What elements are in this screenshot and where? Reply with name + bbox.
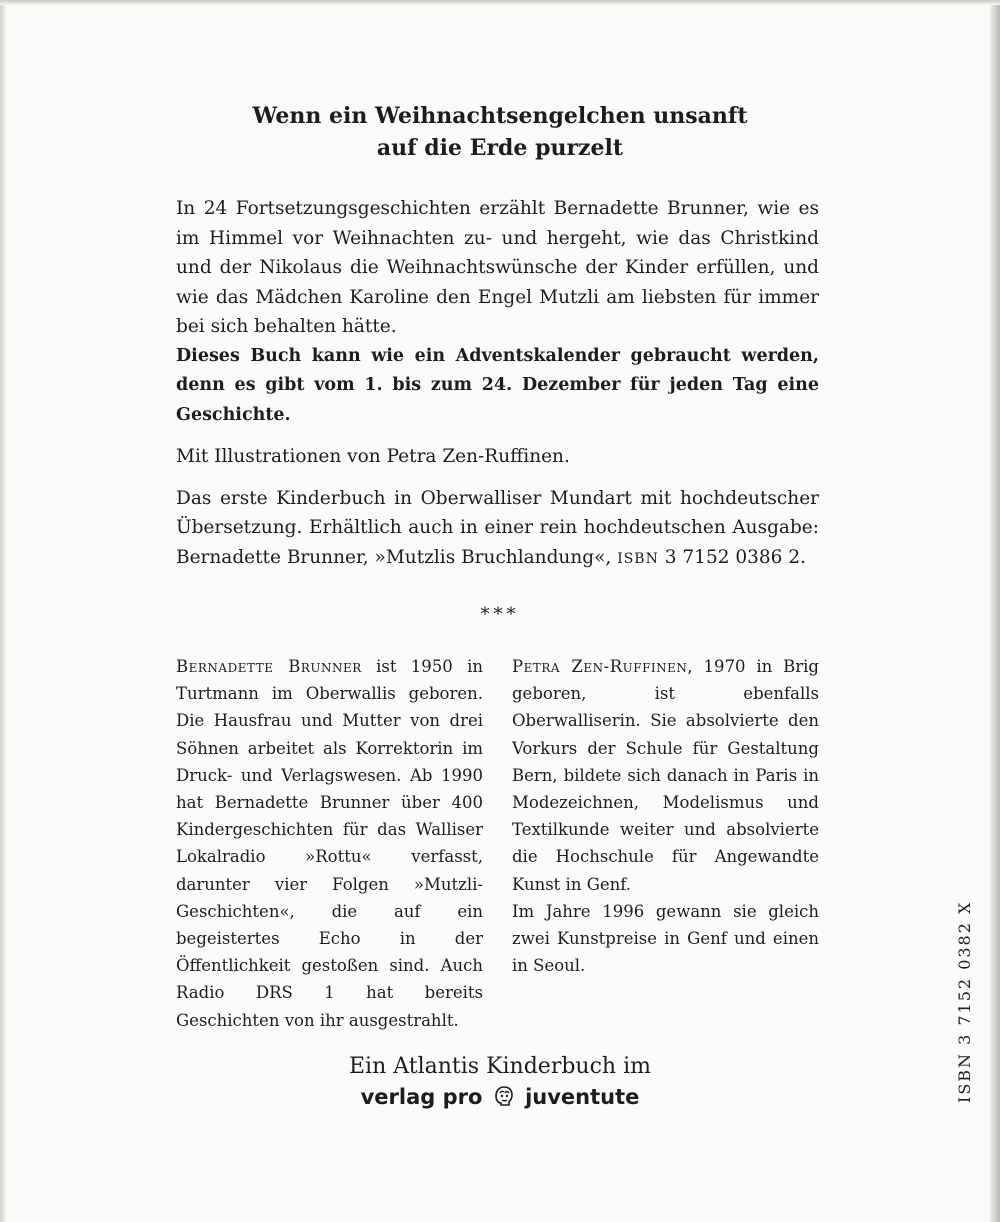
author-name: Bernadette Brunner bbox=[176, 657, 362, 676]
book-title bbox=[160, 100, 840, 164]
intro-paragraph: In 24 Fortsetzungsgeschichten erzählt Bernadette Brunner, wie es im Himmel vor Weihnachten zu- und hergeht, wie das Christkind und der Nikolaus die Weihnachtswünsche der Kinder erfüllen, und wie das Mädchen Karoline den Engel Mutzli am liebsten für immer bei sich behalten hätte. bbox=[176, 198, 819, 337]
publisher-brand bbox=[290, 1082, 710, 1116]
page-edge-right bbox=[990, 0, 1000, 1222]
blurb bbox=[176, 194, 819, 574]
separator-stars: *** bbox=[480, 604, 520, 625]
advent-paragraph: Dieses Buch kann wie ein Adventskalender gebraucht werden, denn es gibt vom 1. bis zum 24. Dezember für jeden Tag eine Geschichte. bbox=[176, 345, 819, 425]
publisher-brand-left: verlag pro bbox=[360, 1085, 483, 1109]
pro-juventute-logo-icon bbox=[492, 1084, 516, 1116]
illustrations-credit: Mit Illustrationen von Petra Zen-Ruffinen. bbox=[176, 446, 570, 467]
illustrator-bio-part1: , 1970 in Brig geboren, ist ebenfalls Oberwalliserin. Sie absolvierte den Vorkurs der Schule für Gestaltung Bern, bildete sich danach in Paris in Modezeichnen, Modelismus und Textilkunde weiter und absolvierte die Hochschule für Angewandte Kunst in Genf. bbox=[512, 657, 819, 894]
illustrator-awards: Im Jahre 1996 gewann sie gleich zwei Kunstpreise in Genf und einen in Seoul. bbox=[512, 901, 819, 976]
author-bio-part2: 1 hat bereits Geschichten von ihr ausgestrahlt. bbox=[176, 983, 484, 1030]
illustrator-bio-text bbox=[512, 653, 819, 898]
author-bio-part1: ist 1950 in Turtmann im Oberwallis geboren. Die Hausfrau und Mutter von drei Söhnen arbeitet als Korrektorin im Druck- und Verlagswesen. Ab 1990 hat Bernadette Brunner über 400 Kindergeschichten für das Walliser Lokalradio »Rottu« verfasst, darunter vier Folgen »Mutzli-Geschichten«, die auf ein begeistertes Echo in der Öffentlichkeit gestoßen sind. Auch Radio bbox=[176, 657, 483, 1003]
edition-isbn-label: ISBN bbox=[617, 550, 659, 567]
title-line-1: Wenn ein Weihnachtsengelchen unsanft bbox=[252, 103, 748, 129]
publisher-imprint bbox=[290, 1052, 710, 1116]
page-edge-left bbox=[0, 0, 6, 1222]
author-bio-radio: DRS bbox=[255, 983, 293, 1003]
title-line-2: auf die Erde purzelt bbox=[376, 135, 624, 161]
author-bio bbox=[176, 653, 483, 1034]
edition-paragraph bbox=[176, 484, 819, 575]
illustrator-bio bbox=[512, 653, 819, 979]
barcode-isbn-vertical: ISBN 3 7152 0382 X bbox=[955, 900, 974, 1103]
illustrator-name: Petra Zen-Ruffinen bbox=[512, 657, 688, 676]
edition-isbn-number: 3 7152 0386 2. bbox=[664, 546, 806, 568]
page-edge-top bbox=[0, 0, 1000, 5]
publisher-line-1: Ein Atlantis Kinderbuch im bbox=[349, 1054, 651, 1079]
publisher-brand-right: juventute bbox=[525, 1085, 640, 1109]
author-bio-text bbox=[176, 653, 483, 1034]
edition-text: Das erste Kinderbuch in Oberwalliser Mundart mit hochdeutscher Übersetzung. Erhältlich auch in einer rein hochdeutschen Ausgabe: Bernadette Brunner, »Mutzlis Bruchlandung«, bbox=[176, 487, 819, 568]
